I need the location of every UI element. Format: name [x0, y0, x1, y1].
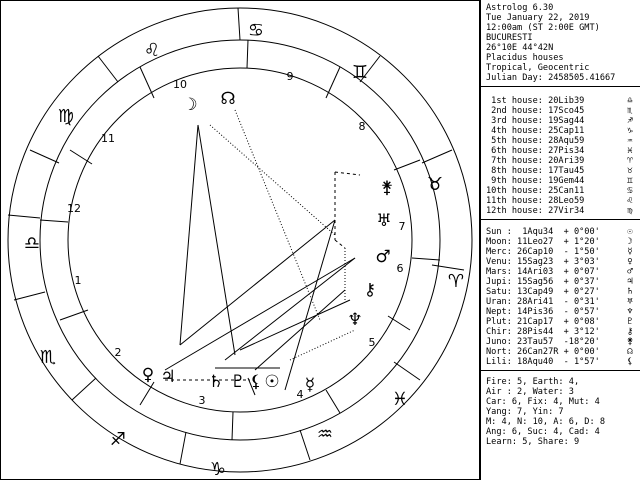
aquarius-icon: ♒	[627, 136, 633, 146]
planet-row: Nort: 26Can27R + 0°00'	[486, 347, 600, 357]
aquarius-icon: ♒	[316, 424, 334, 445]
house-system: Placidus houses	[486, 53, 564, 63]
moon-icon: ☽	[627, 237, 633, 247]
saturn-icon: ♄	[627, 287, 633, 297]
mercury-icon: ☿	[304, 375, 316, 395]
chart-time: 12:00am (ST 2:00E GMT)	[486, 23, 600, 33]
modality-stats: Car: 6, Fix: 4, Mut: 4	[486, 397, 600, 407]
house-number: 7	[398, 220, 406, 233]
sagittarius-icon: ♐	[109, 429, 127, 450]
pluto-icon: ♇	[627, 317, 633, 327]
house-cusp-row: 5th house: 28Aqu59	[486, 136, 585, 146]
planet-row: Juno: 23Tau57 -18°20'	[486, 337, 600, 347]
planet-row: Venu: 15Sag23 + 3°03'	[486, 257, 600, 267]
lilith-icon: ⚸	[626, 357, 634, 367]
moon-icon: ☽	[182, 95, 198, 115]
gemini-icon: ♊	[627, 176, 633, 186]
uranus-icon: ♅	[376, 211, 392, 231]
planet-row: Sun : 1Aqu34 + 0°00'	[486, 227, 600, 237]
sun-icon: ☉	[264, 372, 280, 392]
separator	[481, 219, 640, 220]
panel-divider	[480, 0, 481, 480]
julian-day: Julian Day: 2458505.41667	[486, 73, 616, 83]
house-number: 11	[101, 132, 115, 145]
house-cusp-row: 9th house: 19Gem44	[486, 176, 585, 186]
separator	[481, 86, 640, 87]
leo-icon: ♌	[143, 40, 161, 61]
jupiter-icon: ♃	[627, 277, 633, 287]
lilith-icon: ⚸	[249, 372, 263, 392]
uranus-icon: ♅	[627, 297, 633, 307]
leo-icon: ♌	[627, 196, 633, 206]
virgo-icon: ♍	[57, 106, 75, 127]
house-cusp-row: 3rd house: 19Sag44	[486, 116, 585, 126]
house-cusp-row: 6th house: 27Pis34	[486, 146, 585, 156]
chart-coords: 26°10E 44°42N	[486, 43, 554, 53]
pluto-icon: ♇	[230, 372, 246, 392]
cancer-icon: ♋	[247, 20, 265, 41]
chiron-icon: ⚷	[363, 280, 377, 300]
libra-icon: ♎	[23, 233, 41, 254]
house-number: 4	[296, 388, 304, 401]
north-node-icon: ☊	[220, 89, 236, 109]
house-number: 3	[198, 394, 206, 407]
chart-date: Tue January 22, 2019	[486, 13, 590, 23]
planet-row: Nept: 14Pis36 - 0°57'	[486, 307, 600, 317]
capricorn-icon: ♑	[627, 126, 633, 136]
aries-icon: ♈	[447, 271, 465, 292]
mars-icon: ♂	[627, 267, 633, 277]
saturn-icon: ♄	[208, 372, 224, 392]
house-number: 8	[358, 120, 366, 133]
mercury-icon: ☿	[627, 247, 633, 257]
chiron-icon: ⚷	[626, 327, 634, 337]
aries-icon: ♈	[627, 156, 633, 166]
planet-row: Moon: 11Leo27 + 1°20'	[486, 237, 600, 247]
element-stats: Air : 2, Water: 3	[486, 387, 574, 397]
taurus-icon: ♉	[426, 174, 444, 195]
cancer-icon: ♋	[627, 186, 633, 196]
learn-share-stats: Learn: 5, Share: 9	[486, 437, 580, 447]
house-number: 9	[286, 70, 294, 83]
taurus-icon: ♉	[627, 166, 633, 176]
house-number: 6	[396, 262, 404, 275]
house-number: 10	[173, 78, 187, 91]
planet-row: Jupi: 15Sag56 + 0°37'	[486, 277, 600, 287]
north-node-icon: ☊	[627, 347, 633, 357]
juno-icon: ⚵	[380, 178, 394, 198]
libra-icon: ♎	[627, 96, 633, 106]
house-cusp-row: 12th house: 27Vir34	[486, 206, 585, 216]
planet-row: Satu: 13Cap49 + 0°27'	[486, 287, 600, 297]
house-cusp-row: 2nd house: 17Sco45	[486, 106, 585, 116]
venus-icon: ♀	[141, 365, 155, 385]
chart-place: BUCURESTI	[486, 33, 533, 43]
element-stats: Fire: 5, Earth: 4,	[486, 377, 580, 387]
gemini-icon: ♊	[351, 62, 369, 83]
scorpio-icon: ♏	[627, 106, 633, 116]
sun-icon: ☉	[627, 227, 633, 237]
house-number: 1	[74, 274, 82, 287]
planet-row: Lili: 18Aqu40 - 1°57'	[486, 357, 600, 367]
planet-row: Uran: 28Ari41 - 0°31'	[486, 297, 600, 307]
zodiac-type: Tropical, Geocentric	[486, 63, 590, 73]
house-type-stats: Ang: 6, Suc: 4, Cad: 4	[486, 427, 600, 437]
pisces-icon: ♓	[391, 389, 409, 410]
house-number: 12	[67, 202, 81, 215]
planet-row: Merc: 26Cap10 - 1°50'	[486, 247, 600, 257]
planet-row: Plut: 21Cap17 + 0°08'	[486, 317, 600, 327]
juno-icon: ⚵	[626, 337, 634, 347]
house-cusp-row: 8th house: 17Tau45	[486, 166, 585, 176]
house-number: 5	[368, 336, 376, 349]
sagittarius-icon: ♐	[627, 116, 633, 126]
hemisphere-stats: M: 4, N: 10, A: 6, D: 8	[486, 417, 605, 427]
pisces-icon: ♓	[627, 146, 633, 156]
scorpio-icon: ♏	[39, 347, 57, 368]
house-cusp-row: 10th house: 25Can11	[486, 186, 585, 196]
mars-icon: ♂	[375, 247, 391, 267]
separator	[481, 370, 640, 371]
house-number: 2	[114, 346, 122, 359]
house-cusp-row: 11th house: 28Leo59	[486, 196, 585, 206]
neptune-icon: ♆	[627, 307, 633, 317]
house-cusp-row: 7th house: 20Ari39	[486, 156, 585, 166]
house-cusp-row: 4th house: 25Cap11	[486, 126, 585, 136]
neptune-icon: ♆	[347, 310, 363, 330]
jupiter-icon: ♃	[160, 367, 176, 387]
planet-row: Mars: 14Ari03 + 0°07'	[486, 267, 600, 277]
virgo-icon: ♍	[627, 206, 633, 216]
polarity-stats: Yang: 7, Yin: 7	[486, 407, 564, 417]
house-cusp-row: 1st house: 20Lib39	[486, 96, 585, 106]
capricorn-icon: ♑	[209, 459, 227, 480]
venus-icon: ♀	[627, 257, 633, 267]
planet-row: Chir: 28Pis44 + 3°12'	[486, 327, 600, 337]
app-title: Astrolog 6.30	[486, 3, 554, 13]
